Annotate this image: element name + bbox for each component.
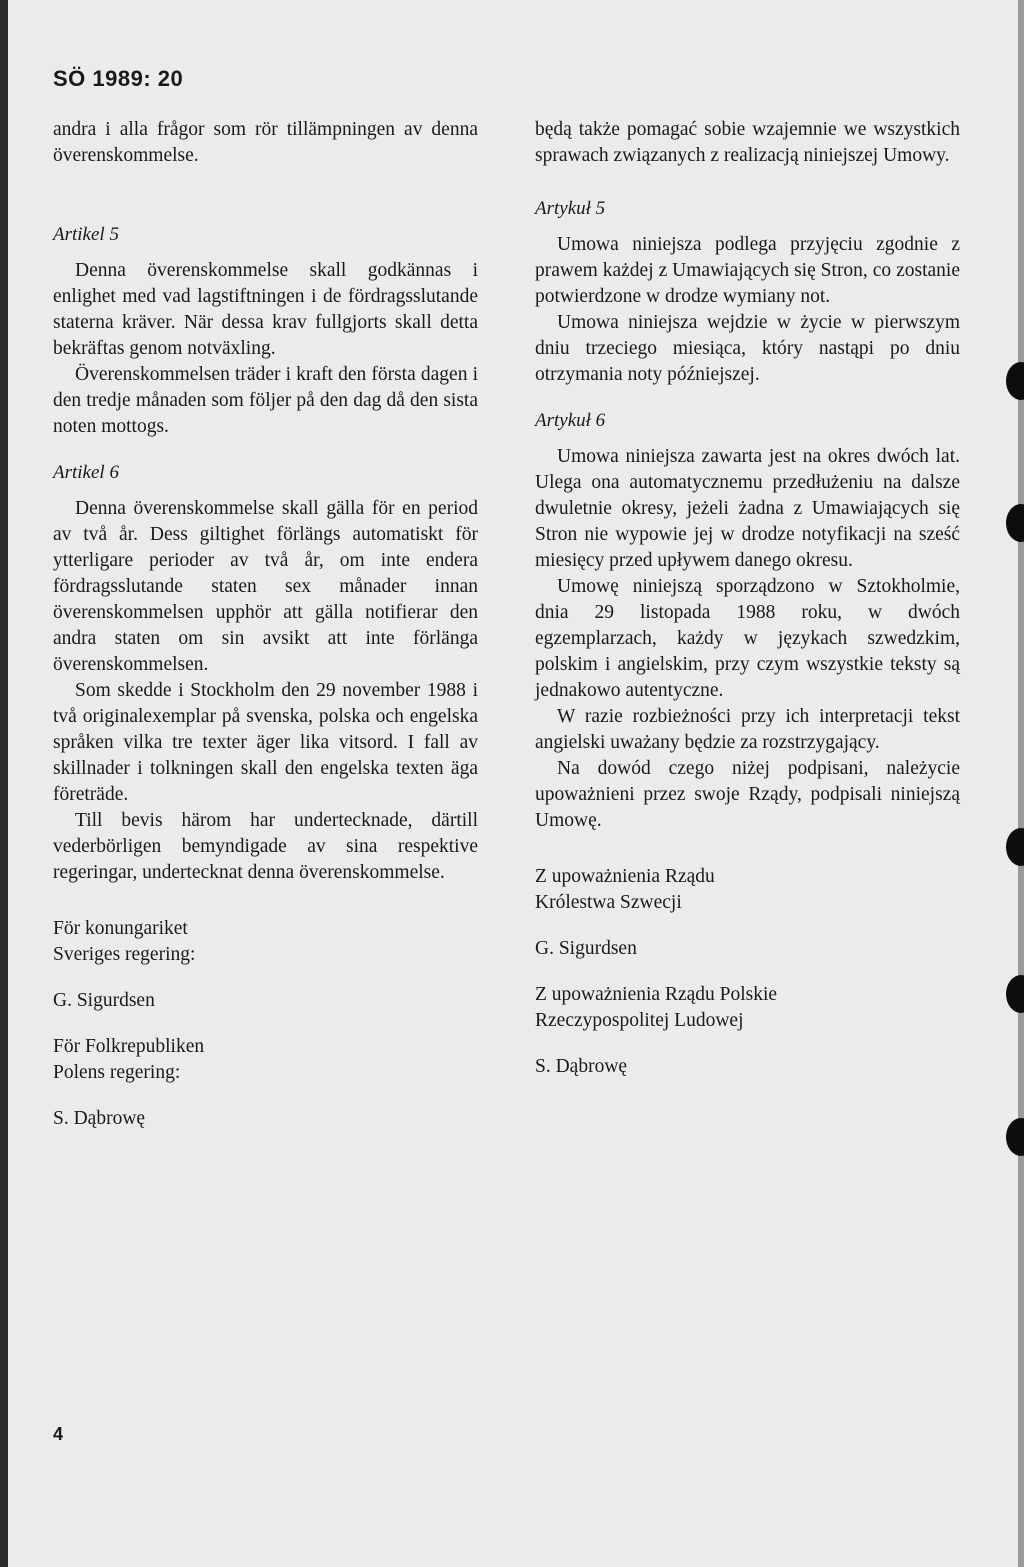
polish-intro-paragraph: będą także pomagać sobie wzajemnie we wszystkich sprawach związanych z realizacją niniejszej Umowy. <box>535 119 960 166</box>
swedish-signature-block-sweden <box>53 916 478 1014</box>
swedish-sig1-line1: För konungariket <box>53 918 188 939</box>
swedish-article-5-paragraph-1: Denna överenskommelse skall godkännas i enlighet med vad lagstiftningen i de fördragsslutande staterna kräver. När dessa krav fullgjorts skall detta bekräftas genom notväxling. <box>53 260 478 359</box>
punch-hole-mark <box>1006 504 1024 542</box>
polish-sig1-line1: Z upoważnienia Rządu <box>535 866 715 887</box>
polish-column <box>535 117 960 1080</box>
swedish-sig1-line2: Sveriges regering: <box>53 944 196 965</box>
polish-sig2-line2: Rzeczypospolitej Ludowej <box>535 1010 744 1031</box>
swedish-article-5-paragraph-2: Överenskommelsen träder i kraft den första dagen i den tredje månaden som följer på den dag då den sista noten mottogs. <box>53 364 478 437</box>
polish-article-6-paragraph-3: W razie rozbieżności przy ich interpretacji tekst angielski uważany będzie za rozstrzygający. <box>535 706 960 753</box>
polish-sig2-line1: Z upoważnienia Rządu Polskie <box>535 984 778 1005</box>
polish-article-6-paragraph-4: Na dowód czego niżej podpisani, należycie upoważnieni przez swoje Rządy, podpisali niniejszą Umowę. <box>535 758 960 831</box>
swedish-sig2-line1: För Folkrepubliken <box>53 1036 205 1057</box>
swedish-article-6-heading: Artikel 6 <box>53 462 119 483</box>
swedish-article-6-paragraph-2: Som skedde i Stockholm den 29 november 1988 i två originalexemplar på svenska, polska och engelska språken vilka tre texter äger lika vitsord. I fall av skillnader i tolkningen skall den engelska texten äga företräde. <box>53 680 478 805</box>
punch-hole-mark <box>1006 975 1024 1013</box>
polish-signature-block-poland <box>535 982 960 1080</box>
swedish-sig2-name: S. Dąbrowę <box>53 1108 146 1129</box>
polish-sig1-name: G. Sigurdsen <box>535 938 637 959</box>
polish-article-5-paragraph-2: Umowa niniejsza wejdzie w życie w pierwszym dniu trzeciego miesiąca, który nastąpi po dniu otrzymania noty późniejszej. <box>535 312 960 385</box>
swedish-signature-block-poland <box>53 1034 478 1132</box>
swedish-sig2-line2: Polens regering: <box>53 1062 181 1083</box>
polish-article-6-paragraph-2: Umowę niniejszą sporządzono w Sztokholmie, dnia 29 listopada 1988 roku, w dwóch egzemplarzach, każdy w językach szwedzkim, polskim i angielskim, przy czym wszystkie teksty są jednakowo autentyczne. <box>535 576 960 701</box>
swedish-intro-paragraph: andra i alla frågor som rör tillämpningen av denna överenskommelse. <box>53 119 478 166</box>
punch-hole-mark <box>1006 362 1024 400</box>
polish-article-5-heading: Artykuł 5 <box>535 198 606 219</box>
document-header: SÖ 1989: 20 <box>53 66 184 91</box>
polish-signature-block-sweden <box>535 864 960 962</box>
page-number: 4 <box>53 1424 64 1444</box>
polish-article-6-heading: Artykuł 6 <box>535 410 606 431</box>
polish-sig2-name: S. Dąbrowę <box>535 1056 628 1077</box>
swedish-article-6-paragraph-1: Denna överenskommelse skall gälla för en period av två år. Dess giltighet förlängs automatiskt för ytterligare perioder av två år, om inte endera fördragsslutande staten sex månader innan överenskommelsen upphör att gälla notifierar den andra staten om sin avsikt att inte förlänga överenskommelsen. <box>53 498 478 675</box>
polish-article-6-paragraph-1: Umowa niniejsza zawarta jest na okres dwóch lat. Ulega ona automatycznemu przedłużeniu na dalsze dwuletnie okresy, jeżeli żadna z Umawiających się Stron nie wypowie jej w drodze notyfikacji na sześć miesięcy przed upływem danego okresu. <box>535 446 960 571</box>
punch-hole-mark <box>1006 828 1024 866</box>
scan-edge-left <box>0 0 8 1567</box>
scan-edge-right <box>1018 0 1024 1567</box>
swedish-article-6-paragraph-3: Till bevis härom har undertecknade, därtill vederbörligen bemyndigade av sina respektive regeringar, undertecknat denna överenskommelse. <box>53 810 478 883</box>
punch-hole-mark <box>1006 1118 1024 1156</box>
polish-article-5-paragraph-1: Umowa niniejsza podlega przyjęciu zgodnie z prawem każdej z Umawiających się Stron, co zostanie potwierdzone w drodze wymiany not. <box>535 234 960 307</box>
swedish-sig1-name: G. Sigurdsen <box>53 990 155 1011</box>
swedish-column <box>53 117 478 1132</box>
swedish-article-5-heading: Artikel 5 <box>53 224 119 245</box>
polish-sig1-line2: Królestwa Szwecji <box>535 892 682 913</box>
